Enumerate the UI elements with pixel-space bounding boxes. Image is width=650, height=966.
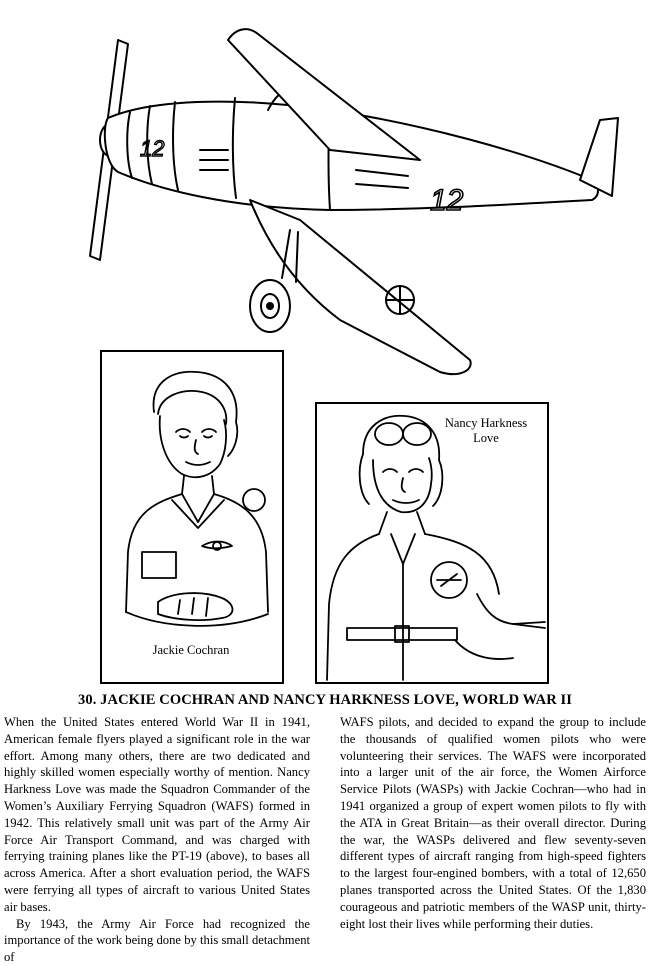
caption-love-line1: Nancy Harkness [444,416,528,430]
caption-cochran: Jackie Cochran [152,643,230,657]
caption-love-line2: Love [473,431,499,445]
portrait-cochran-drawing [102,352,282,642]
page-heading: 30. JACKIE COCHRAN AND NANCY HARKNESS LOVE, WORLD WAR II [78,692,572,708]
paragraph-right-1: WAFS pilots, and decided to expand the group to include the thousands of qualified women pilots who were volunteering their services. The WAFS were incorporated into a larger unit of the air force, the Women Airforce Service Pilots (WASPs) with Jackie Cochran—who had in 1941 organized a group of expert women pilots to fly with the ATA in Great Britain—as their overall director. During the war, the WASPs delivered and flew seventy-seven different types of aircraft ranging from high-speed fighters to the largest four-engined bombers, with a total of 12,650 planes transported across the United States. Of the 1,830 courageous and patriotic members of the WASP unit, thirty-eight lost their lives while performing their duties. [340,715,646,931]
caption-love [432,416,540,446]
text-column-left [4,714,310,966]
paragraph-left-2: By 1943, the Army Air Force had recognized the importance of the work being done by this small detachment of [4,916,310,965]
plane-number-nose: 12 [140,136,165,161]
airplane-drawing [90,29,618,374]
plane-number-tail: 12 [430,184,464,217]
text-column-right [340,714,646,932]
portrait-cochran [100,350,284,684]
paragraph-left-1: When the United States entered World War II in 1941, American female flyers played a significant role in the war effort. Among many others, there are two dedicated and highly skilled women especially worthy of mention. Nancy Harkness Love was made the Squadron Commander of the Women’s Auxiliary Ferrying Squadron (WAFS) formed in 1942. This relatively small unit was part of the Army Air Force Air Transport Command, and was charged with ferrying training planes like the PT-19 (above), to bases all across America. After a short evaluation period, the WAFS were ferrying all types of aircraft to various United States air bases. [4,715,310,914]
